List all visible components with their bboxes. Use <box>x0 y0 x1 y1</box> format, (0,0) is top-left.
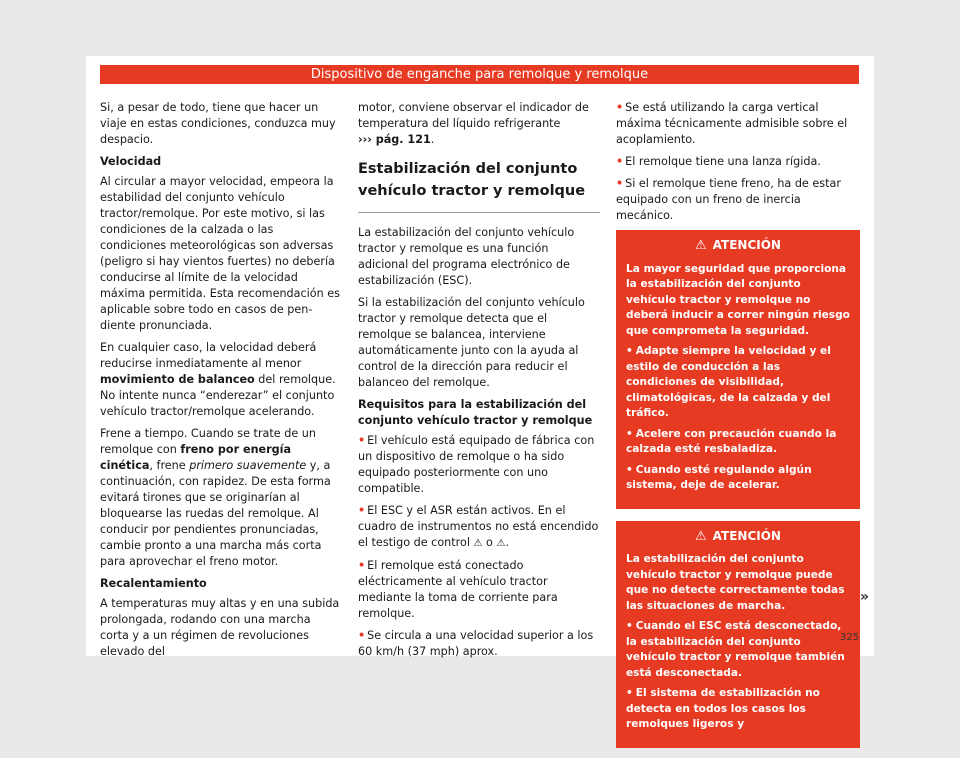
warning-list-item <box>626 619 850 681</box>
list-item-text: El remolque está conectado eléctricamente al vehículo tractor mediante la toma de corriente para remolque. <box>358 559 558 620</box>
page-number: 325 <box>840 632 860 643</box>
list-item <box>358 558 600 622</box>
bullet-icon: • <box>358 504 366 517</box>
paragraph <box>358 100 600 148</box>
list-item <box>358 503 600 552</box>
warning-text: Adapte siempre la velocidad y el estilo de conducción a las condiciones de visibilidad, climatológicas, de la calzada y del tráfico. <box>626 345 831 419</box>
list-item <box>358 433 600 497</box>
text-run: del remolque. No intente nunca “enderezar” el conjunto vehículo tractor/remolque acelerando. <box>100 373 336 418</box>
list-item-text: El ESC y el ASR están activos. En el cuadro de instrumentos no está encendido el testigo de control <box>358 504 599 549</box>
warning-triangle-icon: ⚠ <box>695 238 707 253</box>
subheading-velocidad: Velocidad <box>100 155 162 168</box>
subheading-recalentamiento: Recalentamiento <box>100 577 207 590</box>
esc-off-icon: ⚠ <box>496 538 506 549</box>
warning-list-item <box>626 463 850 494</box>
list-item-text: Si el remolque tiene freno, ha de estar equipado con un freno de inercia mecánico. <box>616 177 841 222</box>
paragraph: Si la estabilización del conjunto vehículo tractor y remolque detecta que el remolque se balancea, interviene automáticamente junto con la ayuda al control de la dirección para reducir el balanceo del remolque. <box>358 296 585 389</box>
bullet-icon: • <box>358 559 366 572</box>
bullet-icon: • <box>626 463 633 476</box>
bullet-icon: • <box>626 620 633 632</box>
bullet-icon: • <box>626 687 633 699</box>
warning-header <box>626 238 850 254</box>
text-run: . <box>430 133 435 146</box>
continue-arrow-icon: » <box>860 589 870 605</box>
warning-header <box>626 529 850 545</box>
warning-text: El sistema de estabilización no detecta en todos los casos los remolques ligeros y <box>626 687 820 730</box>
list-item <box>358 628 600 660</box>
warning-box <box>616 521 860 748</box>
page-header-title: Dispositivo de enganche para remolque y remolque <box>100 65 859 84</box>
page-reference-link[interactable]: ››› pág. 121 <box>358 133 431 146</box>
bullet-icon: • <box>358 434 366 447</box>
column-1 <box>100 100 342 666</box>
bold-text: movimiento de balanceo <box>100 373 255 386</box>
bullet-icon: • <box>616 155 624 168</box>
text-run: , frene <box>149 459 190 472</box>
paragraph: La estabilización del conjunto vehículo tractor y remolque es una función adicional del programa electrónico de estabilización (ESC). <box>358 226 575 287</box>
list-item-text: Se está utilizando la carga vertical máxima técnicamente admisible sobre el acoplamiento. <box>616 101 848 146</box>
text-run: o <box>482 536 497 549</box>
warning-text: Acelere con precaución cuando la calzada esté resbaladiza. <box>626 427 837 455</box>
list-item-text: Se circula a una velocidad superior a los 60 km/h (37 mph) aprox. <box>358 629 594 658</box>
bullet-icon: • <box>616 177 624 190</box>
text-run: Frene a tiempo. Cuando se trate de un remolque con <box>100 427 316 456</box>
subheading-requisitos: Requisitos para la estabilización del conjunto vehículo tractor y remolque <box>358 398 593 427</box>
warning-title: ATENCIÓN <box>712 528 781 543</box>
bullet-icon: • <box>358 629 366 642</box>
warning-title: ATENCIÓN <box>712 238 781 252</box>
warning-text: La mayor seguridad que proporciona la estabilización del conjunto vehículo tractor y remolque no deberá inducir a correr ningún riesgo que comprometa la seguridad. <box>626 262 850 337</box>
text-run: y, a continuación, con rapidez. De esta forma evitará tirones que se originarían al bloquearse las ruedas del remolque. Al conducir por pendientes pronunciadas, cambie pronto a una marcha más corta para aprovechar el freno motor. <box>100 459 331 568</box>
warning-triangle-icon: ⚠ <box>695 528 707 544</box>
warning-list-item <box>626 344 850 422</box>
paragraph: A temperaturas muy altas y en una subida prolongada, rodando con una marcha corta y a un régimen de revoluciones elevado del <box>100 597 340 658</box>
paragraph: Si, a pesar de todo, tiene que hacer un viaje en estas condiciones, conduzca muy despacio. <box>100 101 336 146</box>
italic-text: primero suavemente <box>189 459 307 472</box>
text-run: . <box>505 536 509 549</box>
list-item <box>616 154 860 170</box>
list-item-text: El vehículo está equipado de fábrica con un dispositivo de remolque o ha sido equipado posteriormente con uno compatible. <box>358 434 595 495</box>
bullet-icon: • <box>616 101 624 114</box>
bullet-icon: • <box>626 345 633 357</box>
text-run: motor, conviene observar el indicador de temperatura del líquido refrigerante <box>358 101 589 130</box>
warning-box <box>616 230 860 509</box>
list-item-text: El remolque tiene una lanza rígida. <box>625 155 821 168</box>
esc-warning-icon: ⚠ <box>473 538 483 549</box>
warning-text: Cuando el ESC está desconectado, la estabilización del conjunto vehículo tractor y remolque también está desconectada. <box>626 620 845 679</box>
paragraph <box>100 426 342 570</box>
warning-text: La estabilización del conjunto vehículo tractor y remolque puede que no detecte correctamente todas las situaciones de marcha. <box>626 553 845 612</box>
column-2 <box>358 100 600 666</box>
section-title: Estabilización del conjunto vehículo tractor y remolque <box>358 158 600 213</box>
paragraph <box>100 340 342 420</box>
bullet-icon: • <box>626 427 633 440</box>
warning-text: Cuando esté regulando algún sistema, deje de acelerar. <box>626 463 812 491</box>
bold-text: freno por energía cinética <box>100 443 292 472</box>
warning-list-item <box>626 427 850 458</box>
warning-list-item <box>626 686 850 733</box>
text-run: En cualquier caso, la velocidad deberá reducirse inmediatamente al menor <box>100 341 317 370</box>
paragraph: Al circular a mayor velocidad, empeora la estabilidad del conjunto vehículo tractor/remolque. Por este motivo, si las condiciones de la calzada o las condiciones meteorológicas son adversas (peligro si hay vientos fuertes) no debería conducirse al límite de la velocidad máxima permitida. Esta recomendación es aplicable sobre todo en casos de pendiente pronunciada. <box>100 175 340 332</box>
list-item <box>616 100 860 148</box>
list-item <box>616 176 860 224</box>
column-3 <box>616 100 860 758</box>
